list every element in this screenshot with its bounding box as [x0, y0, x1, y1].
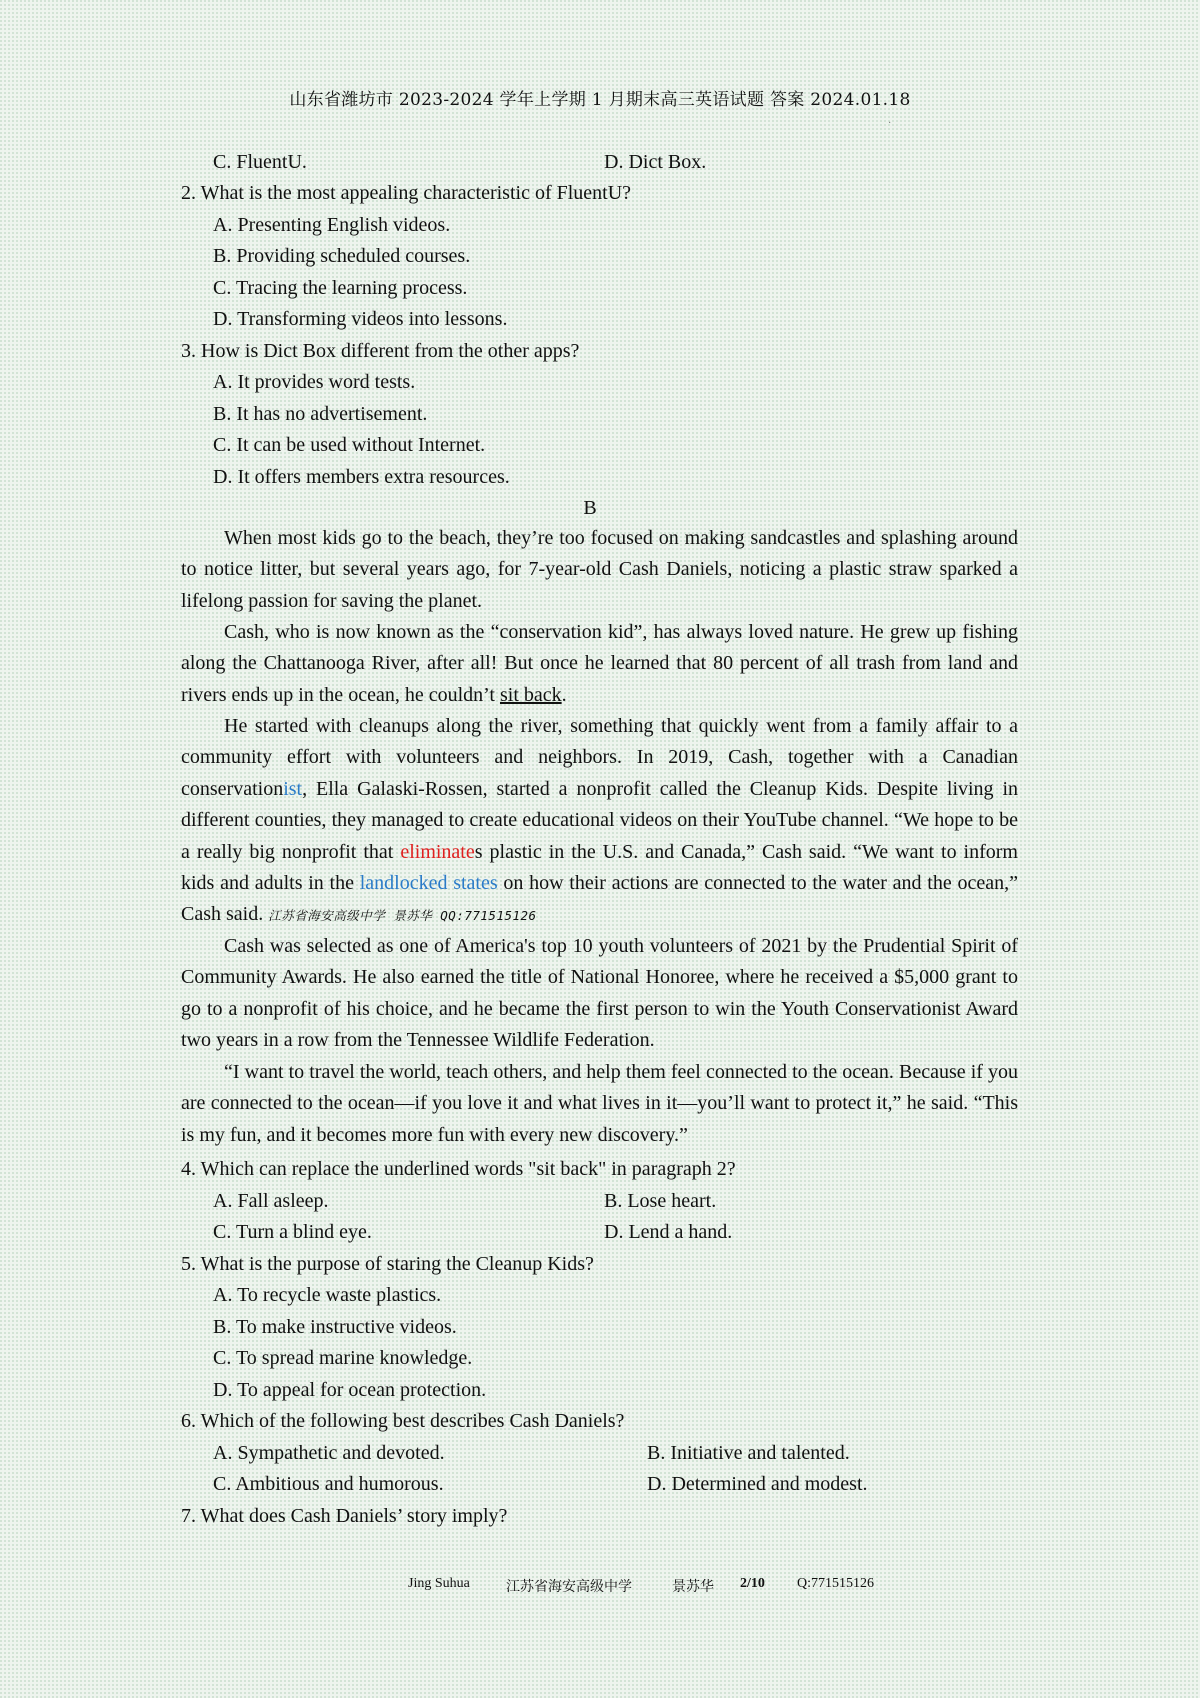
q4-option-d: D. Lend a hand.: [604, 1221, 733, 1243]
q5-option-a: A. To recycle waste plastics.: [213, 1284, 442, 1306]
footer-school: 江苏省海安高级中学: [506, 1580, 632, 1595]
q5-stem: 5. What is the purpose of staring the Cleanup Kids?: [181, 1253, 594, 1275]
page-number: 2/10: [740, 1576, 765, 1591]
passage-paragraph-2: Cash, who is now known as the “conservation kid”, has always loved nature. He grew up fishing along the Chattanooga River, after all! But once he learned that 80 percent of all trash from land and rivers ends up in the ocean, he couldn’t sit back.: [181, 621, 1018, 706]
inline-watermark: 江苏省海安高级中学 景苏华 QQ:771515126: [268, 908, 537, 924]
passage-paragraph-1: When most kids go to the beach, they’re too focused on making sandcastles and splashing around to notice litter, but several years ago, for 7-year-old Cash Daniels, noticing a plastic straw sparked a lifelong passion for saving the planet.: [181, 527, 1018, 612]
q6-stem: 6. Which of the following best describes Cash Daniels?: [181, 1410, 625, 1432]
q6-option-c: C. Ambitious and humorous.: [213, 1473, 444, 1495]
red-highlight-eliminate: eliminate: [400, 840, 475, 863]
q6-option-d: D. Determined and modest.: [647, 1473, 868, 1495]
blue-highlight-ist: ist: [283, 777, 303, 800]
q5-option-b: B. To make instructive videos.: [213, 1316, 457, 1338]
q1-option-c: C. FluentU.: [213, 151, 307, 173]
q5-option-c: C. To spread marine knowledge.: [213, 1347, 473, 1369]
q4-stem: 4. Which can replace the underlined words "sit back" in paragraph 2?: [181, 1158, 736, 1180]
underlined-phrase: sit back: [499, 683, 562, 706]
q2-stem: 2. What is the most appealing characteristic of FluentU?: [181, 182, 632, 204]
page-header: 山东省潍坊市 2023-2024 学年上学期 1 月期末高三英语试题 答案 2024.01.18: [289, 90, 911, 110]
q3-option-d: D. It offers members extra resources.: [213, 466, 510, 488]
passage-paragraph-5: “I want to travel the world, teach others, and help them feel connected to the ocean. Because if you are connected to the ocean—if you love it and what lives in it—you’ll want to protect it,” he said. “This is my fun, and it becomes more fun with every new discovery.”: [181, 1061, 1018, 1146]
q2-option-d: D. Transforming videos into lessons.: [213, 308, 508, 330]
q2-option-a: A. Presenting English videos.: [213, 214, 451, 236]
q3-option-a: A. It provides word tests.: [213, 371, 416, 393]
q4-option-a: A. Fall asleep.: [213, 1190, 329, 1212]
q3-option-b: B. It has no advertisement.: [213, 403, 428, 425]
header-mark: ·: [888, 118, 892, 129]
q1-option-d: D. Dict Box.: [604, 151, 707, 173]
q7-stem: 7. What does Cash Daniels’ story imply?: [181, 1505, 508, 1527]
q3-option-c: C. It can be used without Internet.: [213, 434, 486, 456]
q5-option-d: D. To appeal for ocean protection.: [213, 1379, 487, 1401]
q6-option-b: B. Initiative and talented.: [647, 1442, 850, 1464]
section-label: B: [583, 497, 597, 519]
q2-option-b: B. Providing scheduled courses.: [213, 245, 471, 267]
q6-option-a: A. Sympathetic and devoted.: [213, 1442, 445, 1464]
q3-stem: 3. How is Dict Box different from the other apps?: [181, 340, 580, 362]
q2-option-c: C. Tracing the learning process.: [213, 277, 468, 299]
footer-qq: Q:771515126: [797, 1576, 874, 1591]
q4-option-b: B. Lose heart.: [604, 1190, 717, 1212]
footer-name: 景苏华: [672, 1580, 714, 1595]
footer-author: Jing Suhua: [408, 1576, 470, 1591]
passage-paragraph-4: Cash was selected as one of America's top 10 youth volunteers of 2021 by the Prudential Spirit of Community Awards. He also earned the title of National Honoree, where he received a $5,000 grant to go to a nonprofit of his choice, and he became the first person to win the Youth Conservationist Award two years in a row from the Tennessee Wildlife Federation.: [181, 935, 1018, 1052]
blue-highlight-landlocked: landlocked states: [359, 872, 498, 895]
passage-paragraph-3: He started with cleanups along the river, something that quickly went from a family affair to a community effort with volunteers and neighbors. In 2019, Cash, together with a Canadian conservationist, Ella Galaski-Rossen, started a nonprofit called the Cleanup Kids. Despite living in different counties, they managed to create educational videos on their YouTube channel. “We hope to be a really big nonprofit that eliminates plastic in the U.S. and Canada,” Cash said. “We want to inform kids and adults in the landlocked states on how their actions are connected to the water and the ocean,” Cash said. 江苏省海安高级中学 景苏华 QQ:771515126: [181, 715, 1018, 926]
q4-option-c: C. Turn a blind eye.: [213, 1221, 372, 1243]
